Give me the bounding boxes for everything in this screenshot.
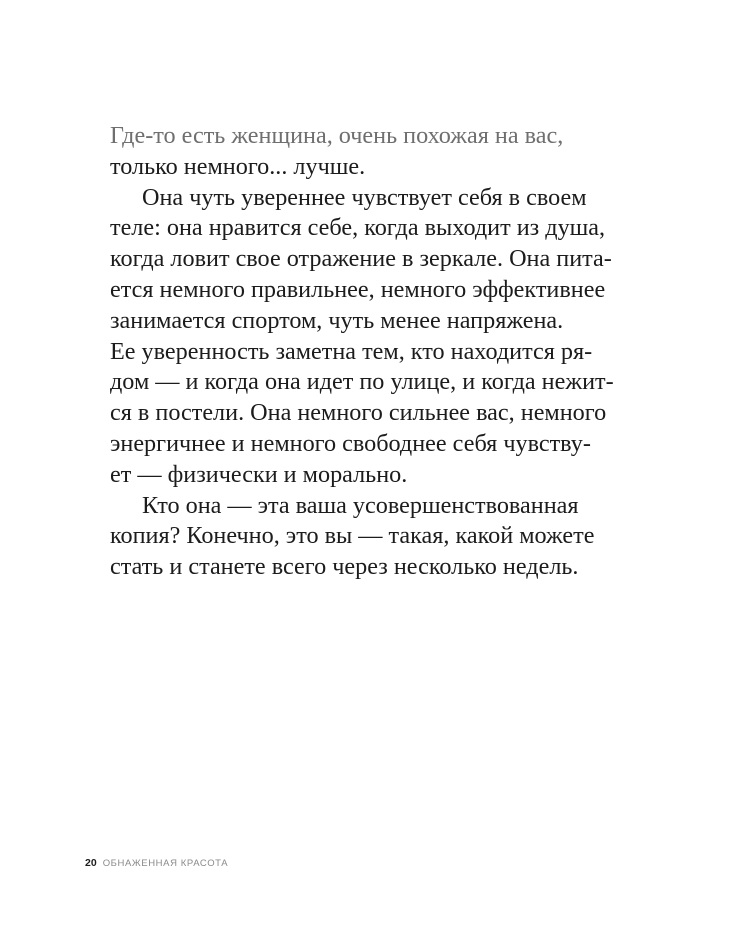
text-line: стать и станете всего через несколько недель. <box>110 553 579 581</box>
page-footer <box>85 855 228 871</box>
text-line: Где-то есть женщина, очень похожая на вас, <box>110 122 564 149</box>
text-line: занимается спортом, чуть менее напряжена. <box>110 306 564 334</box>
text-line: ется немного правильнее, немного эффективнее <box>110 275 606 303</box>
body-text <box>110 121 640 583</box>
text-line: ет — физически и морально. <box>110 460 408 488</box>
page-number: 20 <box>85 857 97 869</box>
text-line: Кто она — эта ваша усовершенствованная <box>142 491 579 519</box>
running-title: ОБНАЖЕННАЯ КРАСОТА <box>102 857 229 869</box>
text-line: когда ловит свое отражение в зеркале. Она пита- <box>110 245 612 273</box>
text-line: дом — и когда она идет по улице, и когда нежит- <box>110 368 614 396</box>
text-line: энергичнее и немного свободнее себя чувству- <box>110 429 591 457</box>
text-line: Она чуть увереннее чувствует себя в своем <box>142 183 587 211</box>
text-line: теле: она нравится себе, когда выходит из душа, <box>110 214 606 242</box>
text-line: Ее уверенность заметна тем, кто находится ря- <box>110 337 593 365</box>
text-line: только немного... лучше. <box>110 152 366 180</box>
text-line: ся в постели. Она немного сильнее вас, немного <box>110 399 607 427</box>
text-line: копия? Конечно, это вы — такая, какой можете <box>110 522 595 550</box>
